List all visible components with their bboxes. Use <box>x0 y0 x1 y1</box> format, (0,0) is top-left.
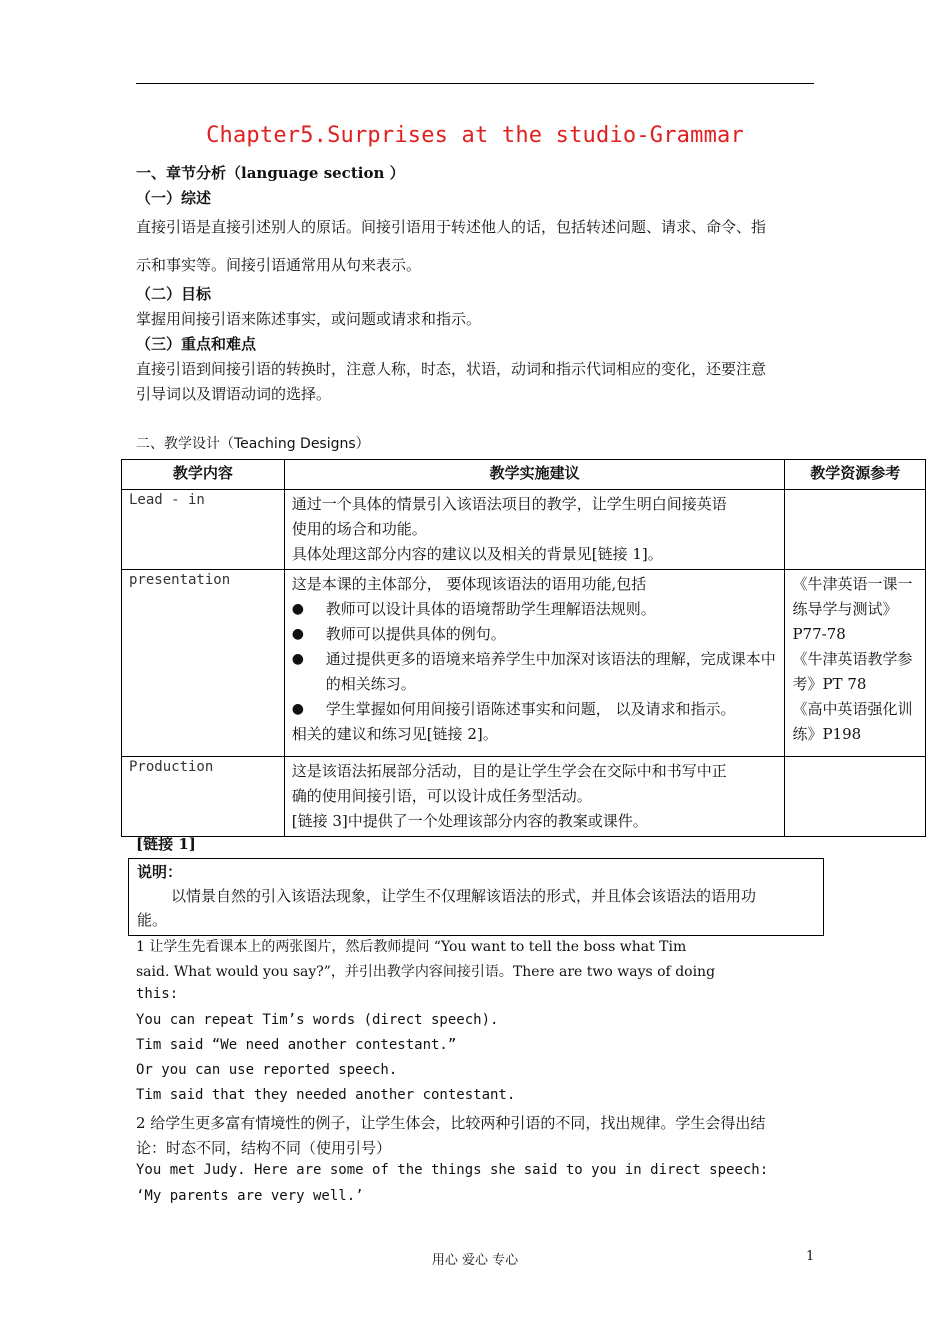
bullet-text: 教师可以提供具体的例句。 <box>325 625 506 643</box>
suggestion-cell <box>284 570 785 757</box>
header-suggestions: 教学实施建议 <box>284 460 785 490</box>
bullet-icon: ● <box>291 701 304 717</box>
step2-line-2: 论：时态不同，结构不同（使用引号） <box>136 1139 392 1157</box>
link1-label: [链接 1] <box>136 835 196 853</box>
bullet-item <box>292 622 778 647</box>
cell-line: 使用的场合和功能。 <box>291 520 427 538</box>
cell-line: 通过一个具体的情景引入该语法项目的教学，让学生明白间接英语 <box>291 495 727 513</box>
header-content: 教学内容 <box>122 460 285 490</box>
page-title: Chapter5.Surprises at the studio-Grammar <box>206 123 744 148</box>
bullet-text: 通过提供更多的语境来培养学生中加深对该语法的理解，完成课本中的相关练习。 <box>325 650 776 693</box>
step2-line-1: 2 给学生更多富有情境性的例子，让学生体会，比较两种引语的不同，找出规律。学生会得出结 <box>136 1114 766 1132</box>
example-line: Tim said that they needed another contestant. <box>136 1087 516 1103</box>
cell-line: 相关的建议和练习见[链接 2]。 <box>291 725 498 743</box>
stage-cell: Production <box>122 757 285 837</box>
resource-cell <box>785 570 926 757</box>
note-heading: 说明： <box>137 863 183 881</box>
bullet-icon: ● <box>291 651 304 667</box>
resource-item: 《牛津英语教学参考》PT 78 <box>792 650 913 693</box>
header-resources: 教学资源参考 <box>785 460 926 490</box>
cell-line: 具体处理这部分内容的建议以及相关的背景见[链接 1]。 <box>291 545 663 563</box>
page-number: 1 <box>806 1249 815 1264</box>
step1-line-3: this: <box>136 986 179 1002</box>
goal-heading: （二）目标 <box>136 285 212 303</box>
resource-cell <box>785 490 926 570</box>
teaching-design-table <box>121 459 926 837</box>
example-line: Tim said “We need another contestant.” <box>136 1037 457 1053</box>
table-row-leadin <box>122 490 926 570</box>
example-line: Or you can use reported speech. <box>136 1062 398 1078</box>
example-line: You met Judy. Here are some of the things she said to you in direct speech: <box>136 1162 769 1178</box>
suggestion-cell <box>284 490 785 570</box>
step1-line-1: 1 让学生先看课本上的两张图片，然后教师提问 “You want to tell the boss what Tim <box>136 939 687 955</box>
goal-text: 掌握用间接引语来陈述事实，或问题或请求和指示。 <box>136 310 482 328</box>
bullet-text: 教师可以设计具体的语境帮助学生理解语法规则。 <box>325 600 656 618</box>
cell-line: 这是该语法拓展部分活动，目的是让学生学会在交际中和书写中正 <box>291 762 727 780</box>
bullet-icon: ● <box>291 601 304 617</box>
section2-heading: 二、教学设计（Teaching Designs） <box>136 436 370 452</box>
example-line: You can repeat Tim’s words (direct speech). <box>136 1012 499 1028</box>
note-line-1: 以情景自然的引入该语法现象，让学生不仅理解该语法的形式，并且体会该语法的语用功 <box>171 887 757 905</box>
suggestion-cell <box>284 757 785 837</box>
step1-line-2: said. What would you say?”，并引出教学内容间接引语。There are two ways of doing <box>136 964 716 980</box>
page-footer: 用心 爱心 专心 <box>431 1253 519 1268</box>
overview-line-2: 示和事实等。间接引语通常用从句来表示。 <box>136 256 422 274</box>
table-header-row <box>122 460 926 490</box>
resource-item: 《高中英语强化训练》P198 <box>792 700 913 743</box>
section1-heading: 一、章节分析（language section ） <box>136 164 405 182</box>
bullet-icon: ● <box>291 626 304 642</box>
stage-cell: Lead - in <box>122 490 285 570</box>
bullet-text: 学生掌握如何用间接引语陈述事实和问题， 以及请求和指示。 <box>325 700 736 718</box>
bullet-item <box>292 697 778 722</box>
table-row-presentation <box>122 570 926 757</box>
keypoints-line-2: 引导词以及谓语动词的选择。 <box>136 385 332 403</box>
note-box <box>128 858 824 936</box>
overview-heading: （一）综述 <box>136 189 212 207</box>
keypoints-heading: （三）重点和难点 <box>136 335 257 353</box>
overview-line-1: 直接引语是直接引述别人的原话。间接引语用于转述他人的话，包括转述问题、请求、命令、指 <box>136 218 767 236</box>
cell-line: 这是本课的主体部分， 要体现该语法的语用功能,包括 <box>291 575 647 593</box>
resource-cell <box>785 757 926 837</box>
cell-line: 确的使用间接引语，可以设计成任务型活动。 <box>291 787 592 805</box>
resource-item: 《牛津英语一课一练导学与测试》P77-78 <box>792 575 913 643</box>
example-line: ‘My parents are very well.’ <box>136 1188 364 1204</box>
stage-cell: presentation <box>122 570 285 757</box>
table-row-production <box>122 757 926 837</box>
note-line-2: 能。 <box>137 911 168 929</box>
keypoints-line-1: 直接引语到间接引语的转换时，注意人称，时态，状语，动词和指示代词相应的变化，还要注意 <box>136 360 767 378</box>
header-rule <box>136 83 814 84</box>
bullet-item <box>292 597 778 622</box>
bullet-item <box>292 647 778 697</box>
cell-line: [链接 3]中提供了一个处理该部分内容的教案或课件。 <box>291 812 648 830</box>
